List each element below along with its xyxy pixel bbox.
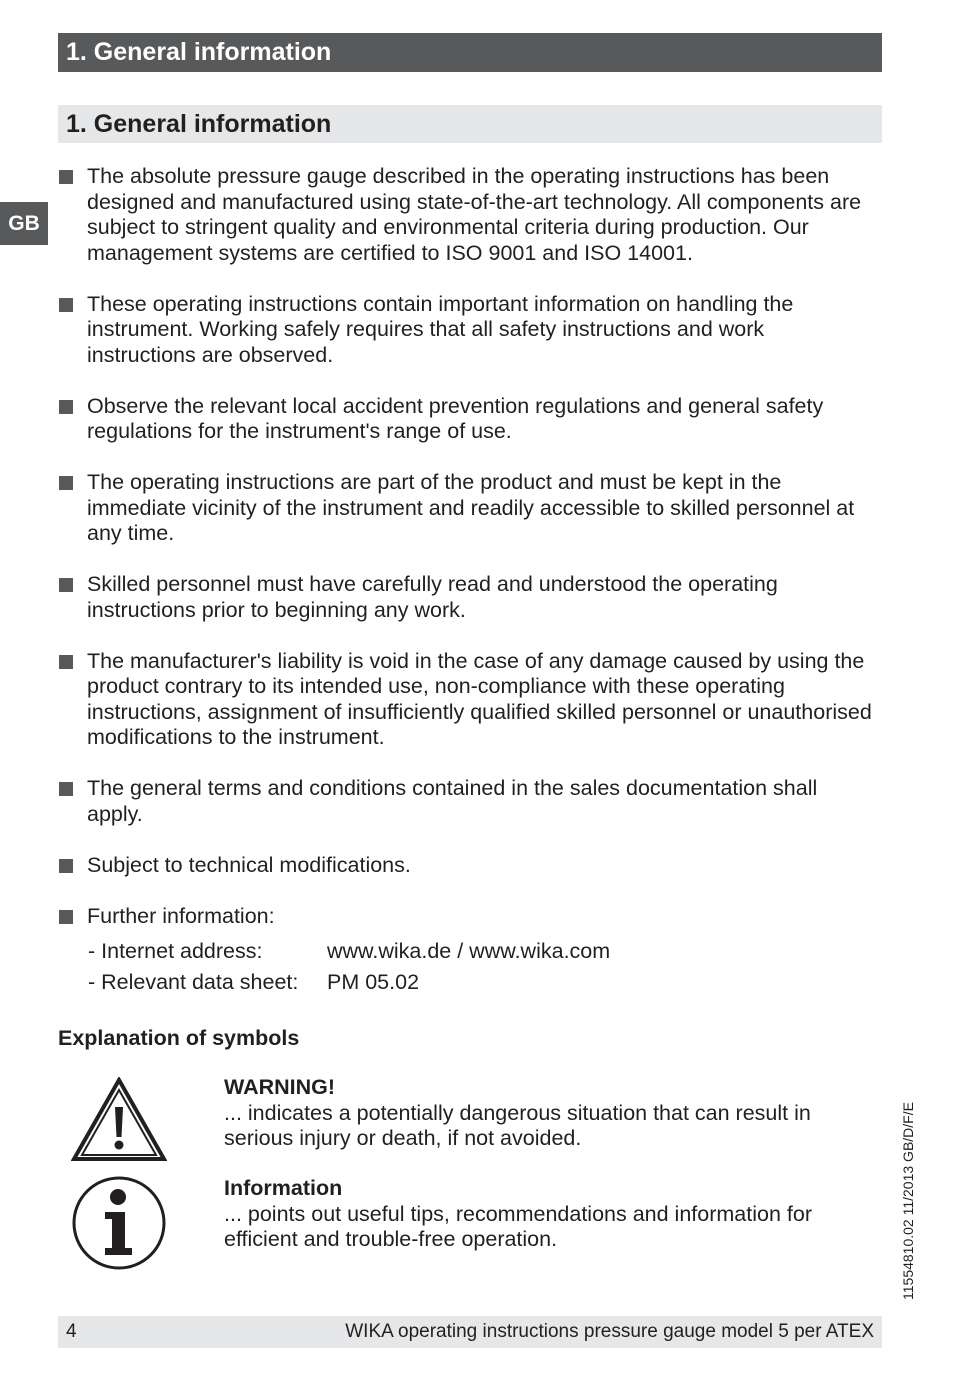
footer-bar <box>58 1316 882 1348</box>
bullet-square-icon <box>59 859 73 873</box>
information-icon <box>71 1175 167 1271</box>
bullet-square-icon <box>59 578 73 592</box>
section-title: 1. General information <box>66 110 332 138</box>
list-item-text: The general terms and conditions contained in the sales documentation shall apply. <box>87 776 818 826</box>
bullet-square-icon <box>59 298 73 312</box>
further-info-details <box>87 936 878 998</box>
symbols-heading: Explanation of symbols <box>58 1026 300 1050</box>
internet-address-label: - Internet address: <box>88 939 263 963</box>
list-item-text: These operating instructions contain important information on handling the instrument. Working safely requires that all safety instructions and work instructions are observed. <box>87 291 794 367</box>
list-item <box>58 776 878 827</box>
document-code: 11554810.02 11/2013 GB/D/F/E <box>900 1102 916 1300</box>
bullet-list <box>58 164 878 1024</box>
list-item <box>58 572 878 623</box>
bullet-square-icon <box>59 170 73 184</box>
warning-description: ... indicates a potentially dangerous situation that can result in serious injury or death, if not avoided. <box>224 1100 811 1150</box>
list-item-text: Subject to technical modifications. <box>87 852 411 877</box>
bullet-square-icon <box>59 400 73 414</box>
language-tab: GB <box>0 202 48 245</box>
information-title: Information <box>224 1176 343 1200</box>
list-item-text: The operating instructions are part of the product and must be kept in the immediate vicinity of the instrument and readily accessible to skilled personnel at any time. <box>87 470 855 545</box>
list-item-further-info <box>58 904 878 999</box>
section-heading <box>58 105 882 143</box>
data-sheet-label: - Relevant data sheet: <box>88 970 299 994</box>
list-item <box>58 292 878 369</box>
page-number: 4 <box>66 1321 77 1342</box>
warning-title: WARNING! <box>224 1075 336 1099</box>
header-bar <box>58 33 882 72</box>
list-item <box>58 853 878 879</box>
list-item-text: The absolute pressure gauge described in the operating instructions has been designed and manufactured using state-of-the-art technology. All components are subject to stringent quality and environmental criteria during production. Our management systems are certified to ISO 9001 and ISO 14001. <box>87 164 862 265</box>
internet-address-value: www.wika.de / www.wika.com <box>327 939 611 963</box>
bullet-square-icon <box>59 782 73 796</box>
further-info-row <box>88 936 878 967</box>
list-item <box>58 470 878 547</box>
warning-explanation <box>224 1075 874 1152</box>
list-item-text: Observe the relevant local accident prevention regulations and general safety regulations for the instrument's range of use. <box>87 393 824 443</box>
bullet-square-icon <box>59 655 73 669</box>
warning-triangle-icon <box>71 1077 167 1163</box>
bullet-square-icon <box>59 476 73 490</box>
list-item <box>58 394 878 445</box>
bullet-square-icon <box>59 910 73 924</box>
header-title: 1. General information <box>66 38 332 66</box>
footer-title: WIKA operating instructions pressure gauge model 5 per ATEX <box>345 1321 874 1342</box>
list-item <box>58 164 878 266</box>
information-explanation <box>224 1176 874 1253</box>
list-item-text: The manufacturer's liability is void in the case of any damage caused by using the product contrary to its intended use, non-compliance with these operating instructions, assignment of insufficiently qualified skilled personnel or unauthorised modifications to the instrument. <box>87 648 872 749</box>
list-item-text: Further information: <box>87 903 275 928</box>
further-info-row <box>88 967 878 998</box>
information-description: ... points out useful tips, recommendations and information for efficient and trouble-free operation. <box>224 1201 812 1251</box>
list-item-text: Skilled personnel must have carefully read and understood the operating instructions prior to beginning any work. <box>87 572 778 622</box>
list-item <box>58 649 878 751</box>
data-sheet-value: PM 05.02 <box>327 970 420 994</box>
